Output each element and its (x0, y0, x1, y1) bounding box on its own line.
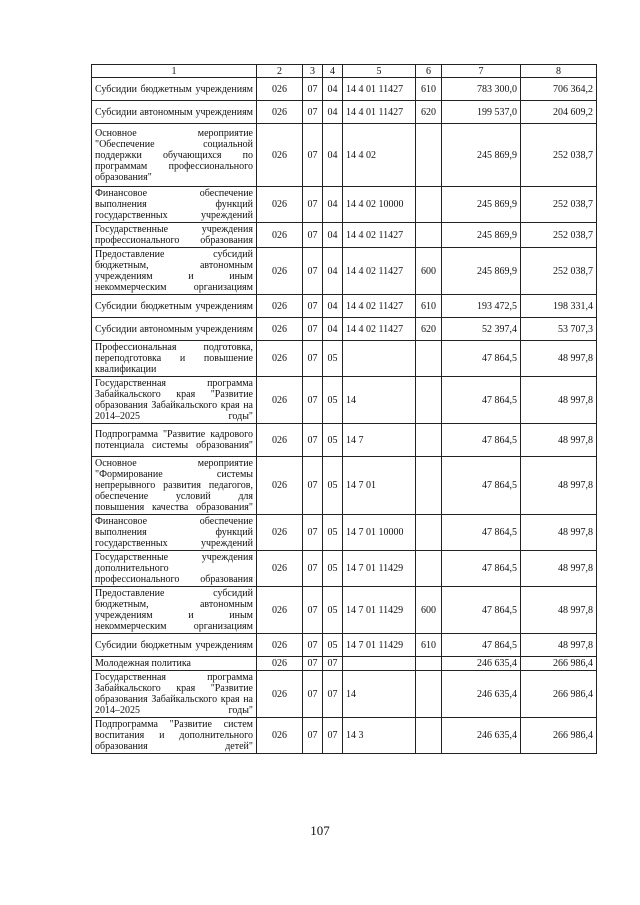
target-article: 14 4 02 (343, 124, 416, 187)
subsection-code: 07 (323, 671, 343, 718)
row-name: Субсидии бюджетным учреждениям (92, 634, 257, 657)
row-name: Государственная программа Забайкальского края "Развитие образования Забайкальского края на 2014–2025 годы" (92, 377, 257, 424)
subsection-code: 04 (323, 295, 343, 318)
amount-second-year: 48 997,8 (521, 634, 597, 657)
admin-code: 026 (257, 223, 303, 248)
admin-code: 026 (257, 341, 303, 377)
row-name: Молодежная политика (92, 657, 257, 671)
amount-second-year: 48 997,8 (521, 377, 597, 424)
row-name: Субсидии автономным учреждениям (92, 318, 257, 341)
column-header: 3 (303, 65, 323, 78)
target-article: 14 7 01 11429 (343, 587, 416, 634)
expense-type (416, 377, 442, 424)
target-article: 14 4 02 11427 (343, 295, 416, 318)
expense-type (416, 515, 442, 551)
table-row (92, 248, 597, 295)
admin-code: 026 (257, 657, 303, 671)
amount-first-year: 47 864,5 (442, 551, 521, 587)
section-code: 07 (303, 587, 323, 634)
amount-second-year: 266 986,4 (521, 718, 597, 754)
table-row (92, 515, 597, 551)
section-code: 07 (303, 457, 323, 515)
subsection-code: 04 (323, 223, 343, 248)
expense-type: 610 (416, 78, 442, 101)
subsection-code: 04 (323, 187, 343, 223)
target-article: 14 4 02 11427 (343, 248, 416, 295)
amount-second-year: 266 986,4 (521, 671, 597, 718)
table-row (92, 424, 597, 457)
amount-first-year: 47 864,5 (442, 634, 521, 657)
amount-first-year: 52 397,4 (442, 318, 521, 341)
table-row (92, 457, 597, 515)
amount-second-year: 48 997,8 (521, 551, 597, 587)
target-article: 14 7 01 10000 (343, 515, 416, 551)
section-code: 07 (303, 341, 323, 377)
column-header: 6 (416, 65, 442, 78)
expense-type: 610 (416, 634, 442, 657)
table-row (92, 657, 597, 671)
row-name: Субсидии бюджетным учреждениям (92, 295, 257, 318)
admin-code: 026 (257, 424, 303, 457)
target-article: 14 7 (343, 424, 416, 457)
target-article: 14 4 01 11427 (343, 78, 416, 101)
table-row (92, 587, 597, 634)
table-row (92, 295, 597, 318)
subsection-code: 04 (323, 248, 343, 295)
expense-type (416, 457, 442, 515)
table-row (92, 101, 597, 124)
section-code: 07 (303, 78, 323, 101)
column-header: 1 (92, 65, 257, 78)
amount-first-year: 47 864,5 (442, 377, 521, 424)
expense-type (416, 551, 442, 587)
row-name: Государственная программа Забайкальского края "Развитие образования Забайкальского края на 2014–2025 годы" (92, 671, 257, 718)
admin-code: 026 (257, 515, 303, 551)
section-code: 07 (303, 424, 323, 457)
table-row (92, 124, 597, 187)
target-article: 14 7 01 (343, 457, 416, 515)
row-name: Подпрограмма "Развитие систем воспитания и дополнительного образования детей" (92, 718, 257, 754)
table-row (92, 634, 597, 657)
subsection-code: 05 (323, 424, 343, 457)
amount-first-year: 47 864,5 (442, 587, 521, 634)
subsection-code: 05 (323, 515, 343, 551)
amount-first-year: 245 869,9 (442, 124, 521, 187)
section-code: 07 (303, 551, 323, 587)
table-row (92, 318, 597, 341)
row-name: Предоставление субсидий бюджетным, автономным учреждениям и иным некоммерческим организациям (92, 248, 257, 295)
table-row (92, 78, 597, 101)
subsection-code: 04 (323, 101, 343, 124)
table-row (92, 187, 597, 223)
table-row (92, 551, 597, 587)
table-row (92, 718, 597, 754)
expense-type: 620 (416, 318, 442, 341)
admin-code: 026 (257, 101, 303, 124)
table-row (92, 223, 597, 248)
amount-second-year: 204 609,2 (521, 101, 597, 124)
amount-first-year: 246 635,4 (442, 671, 521, 718)
column-header: 7 (442, 65, 521, 78)
expense-type (416, 657, 442, 671)
subsection-code: 05 (323, 457, 343, 515)
target-article (343, 657, 416, 671)
subsection-code: 04 (323, 124, 343, 187)
subsection-code: 07 (323, 718, 343, 754)
section-code: 07 (303, 634, 323, 657)
expense-type (416, 124, 442, 187)
admin-code: 026 (257, 457, 303, 515)
subsection-code: 05 (323, 634, 343, 657)
row-name: Государственные учреждения профессионального образования (92, 223, 257, 248)
amount-first-year: 199 537,0 (442, 101, 521, 124)
amount-second-year: 252 038,7 (521, 248, 597, 295)
target-article: 14 4 02 10000 (343, 187, 416, 223)
section-code: 07 (303, 248, 323, 295)
amount-first-year: 246 635,4 (442, 718, 521, 754)
section-code: 07 (303, 671, 323, 718)
amount-first-year: 245 869,9 (442, 223, 521, 248)
expense-type (416, 223, 442, 248)
expense-type: 600 (416, 587, 442, 634)
section-code: 07 (303, 187, 323, 223)
target-article: 14 3 (343, 718, 416, 754)
row-name: Государственные учреждения дополнительного профессионального образования (92, 551, 257, 587)
subsection-code: 04 (323, 318, 343, 341)
amount-second-year: 48 997,8 (521, 341, 597, 377)
subsection-code: 05 (323, 377, 343, 424)
amount-second-year: 48 997,8 (521, 424, 597, 457)
row-name: Субсидии бюджетным учреждениям (92, 78, 257, 101)
amount-first-year: 245 869,9 (442, 187, 521, 223)
admin-code: 026 (257, 318, 303, 341)
section-code: 07 (303, 223, 323, 248)
section-code: 07 (303, 657, 323, 671)
amount-first-year: 47 864,5 (442, 515, 521, 551)
expense-type (416, 671, 442, 718)
admin-code: 026 (257, 671, 303, 718)
budget-table (91, 64, 597, 754)
admin-code: 026 (257, 587, 303, 634)
amount-first-year: 47 864,5 (442, 341, 521, 377)
admin-code: 026 (257, 718, 303, 754)
amount-second-year: 252 038,7 (521, 223, 597, 248)
expense-type (416, 718, 442, 754)
expense-type (416, 187, 442, 223)
subsection-code: 07 (323, 657, 343, 671)
expense-type (416, 424, 442, 457)
amount-first-year: 245 869,9 (442, 248, 521, 295)
expense-type: 600 (416, 248, 442, 295)
section-code: 07 (303, 515, 323, 551)
row-name: Профессиональная подготовка, переподготовка и повышение квалификации (92, 341, 257, 377)
row-name: Предоставление субсидий бюджетным, автономным учреждениям и иным некоммерческим организациям (92, 587, 257, 634)
target-article: 14 7 01 11429 (343, 551, 416, 587)
table-body (92, 78, 597, 754)
table-row (92, 671, 597, 718)
table-row (92, 377, 597, 424)
row-name: Подпрограмма "Развитие кадрового потенциала системы образования" (92, 424, 257, 457)
target-article: 14 (343, 377, 416, 424)
row-name: Финансовое обеспечение выполнения функций государственных учреждений (92, 515, 257, 551)
section-code: 07 (303, 295, 323, 318)
amount-second-year: 266 986,4 (521, 657, 597, 671)
subsection-code: 05 (323, 551, 343, 587)
admin-code: 026 (257, 295, 303, 318)
expense-type (416, 341, 442, 377)
amount-second-year: 53 707,3 (521, 318, 597, 341)
amount-second-year: 198 331,4 (521, 295, 597, 318)
target-article: 14 (343, 671, 416, 718)
admin-code: 026 (257, 377, 303, 424)
header-row (92, 65, 597, 78)
amount-first-year: 47 864,5 (442, 424, 521, 457)
row-name: Основное мероприятие "Обеспечение социальной поддержки обучающихся по программам профессионального образования" (92, 124, 257, 187)
column-header: 8 (521, 65, 597, 78)
section-code: 07 (303, 718, 323, 754)
target-article: 14 4 01 11427 (343, 101, 416, 124)
amount-second-year: 706 364,2 (521, 78, 597, 101)
target-article: 14 4 02 11427 (343, 318, 416, 341)
section-code: 07 (303, 318, 323, 341)
column-header: 4 (323, 65, 343, 78)
target-article: 14 7 01 11429 (343, 634, 416, 657)
amount-first-year: 783 300,0 (442, 78, 521, 101)
expense-type: 620 (416, 101, 442, 124)
column-header: 2 (257, 65, 303, 78)
subsection-code: 05 (323, 587, 343, 634)
column-header: 5 (343, 65, 416, 78)
amount-first-year: 193 472,5 (442, 295, 521, 318)
subsection-code: 04 (323, 78, 343, 101)
admin-code: 026 (257, 634, 303, 657)
table-row (92, 341, 597, 377)
row-name: Субсидии автономным учреждениям (92, 101, 257, 124)
admin-code: 026 (257, 248, 303, 295)
amount-first-year: 47 864,5 (442, 457, 521, 515)
amount-second-year: 48 997,8 (521, 587, 597, 634)
admin-code: 026 (257, 78, 303, 101)
expense-type: 610 (416, 295, 442, 318)
section-code: 07 (303, 377, 323, 424)
section-code: 07 (303, 101, 323, 124)
amount-second-year: 252 038,7 (521, 187, 597, 223)
section-code: 07 (303, 124, 323, 187)
row-name: Финансовое обеспечение выполнения функций государственных учреждений (92, 187, 257, 223)
target-article: 14 4 02 11427 (343, 223, 416, 248)
admin-code: 026 (257, 551, 303, 587)
amount-second-year: 48 997,8 (521, 457, 597, 515)
amount-second-year: 48 997,8 (521, 515, 597, 551)
page-number: 107 (310, 823, 330, 838)
subsection-code: 05 (323, 341, 343, 377)
amount-first-year: 246 635,4 (442, 657, 521, 671)
target-article (343, 341, 416, 377)
admin-code: 026 (257, 187, 303, 223)
row-name: Основное мероприятие "Формирование системы непрерывного развития педагогов, обеспечение условий для повышения качества образования" (92, 457, 257, 515)
amount-second-year: 252 038,7 (521, 124, 597, 187)
admin-code: 026 (257, 124, 303, 187)
